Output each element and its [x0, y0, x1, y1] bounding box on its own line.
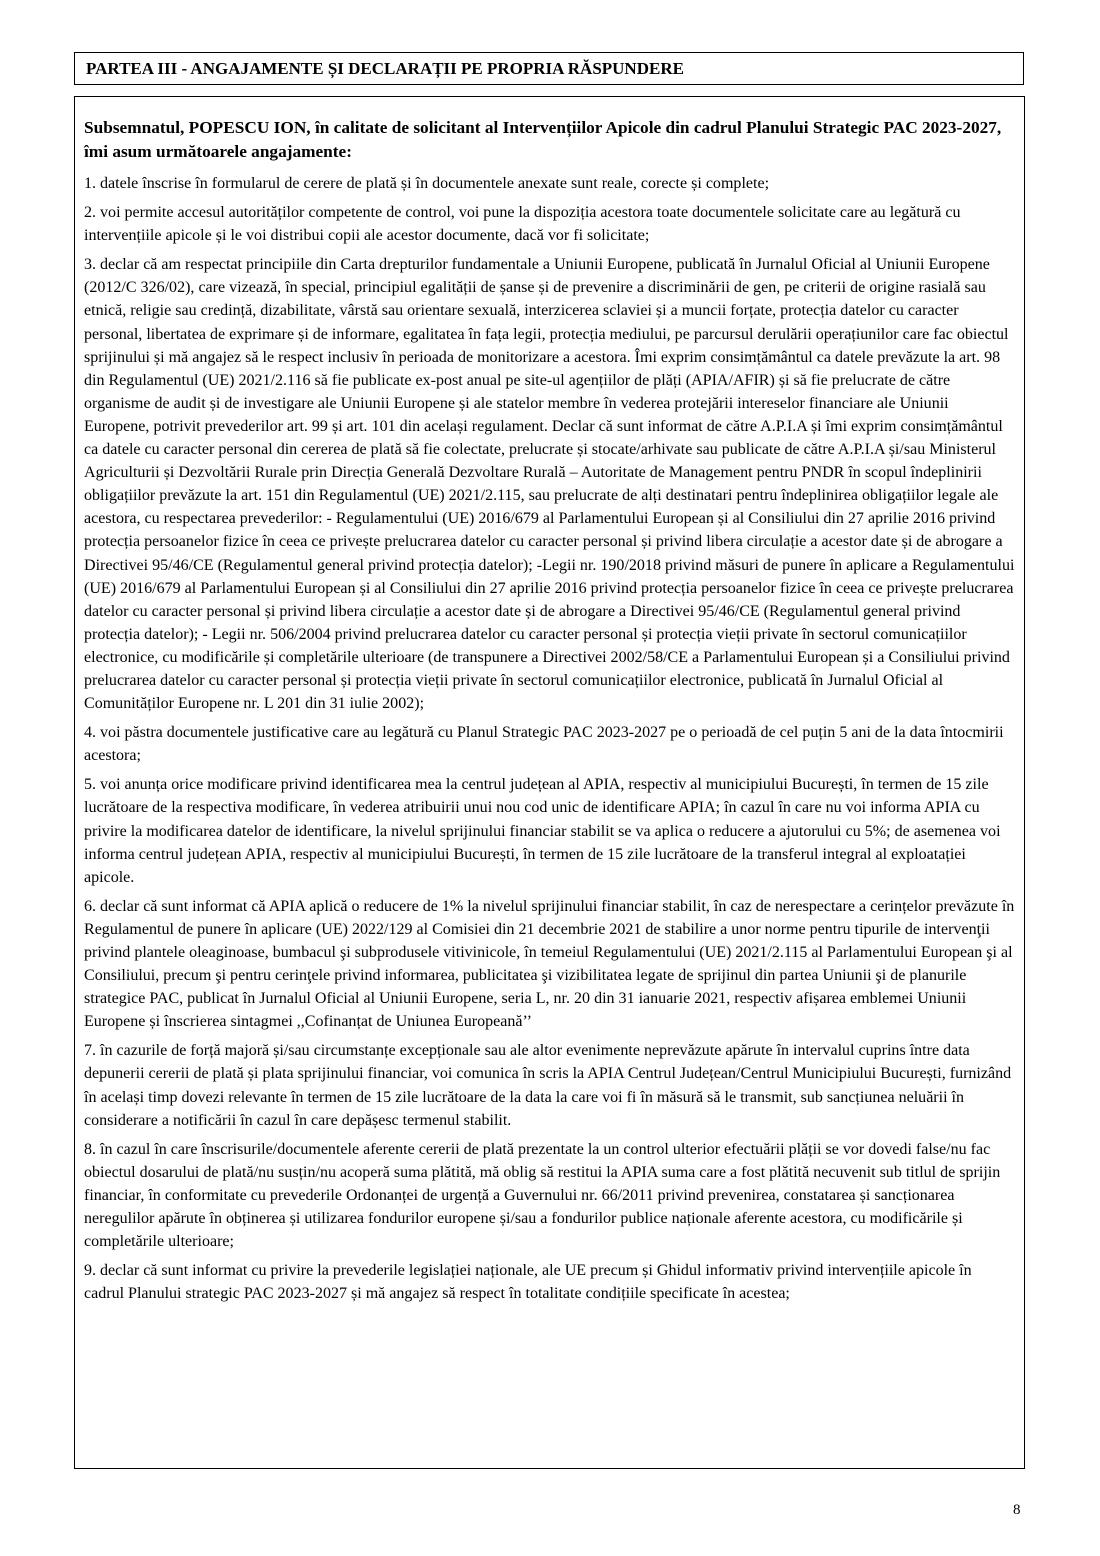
commitment-item-4: 4. voi păstra documentele justificative care au legătură cu Planul Strategic PAC 2023-2027 pe o perioadă de cel puțin 5 ani de la data întocmirii acestora;	[84, 724, 1004, 765]
section-title: PARTEA III - ANGAJAMENTE ȘI DECLARAȚII PE PROPRIA RĂSPUNDERE	[74, 52, 1024, 85]
commitment-item-1: 1. datele înscrise în formularul de cerere de plată și în documentele anexate sunt reale, corecte și complete;	[84, 175, 770, 192]
declarations-box	[74, 96, 1025, 1469]
commitment-item-2: 2. voi permite accesul autorităților competente de control, voi pune la dispoziția acestora toate documentele solicitate care au legătură cu intervențiile apicole și le voi distribui copii ale acestor documente, dacă vor fi solicitate;	[84, 204, 961, 245]
commitment-item-5: 5. voi anunța orice modificare privind identificarea mea la centrul județean al APIA, respectiv al municipiului București, în termen de 15 zile lucrătoare de la respectiva modificare, în vederea atribuirii unui nou cod unic de identificare APIA; în cazul în care nu voi informa APIA cu privire la modificarea datelor de identificare, la nivelul sprijinului financiar stabilit se va aplica o reducere a ajutorului cu 5%; de asemenea voi informa centrul județean APIA, respectiv al municipiului București, în termen de 15 zile lucrătoare de la transferul integral al exploatației apicole.	[84, 776, 1001, 886]
commitment-item-9: 9. declar că sunt informat cu privire la prevederile legislației naționale, ale UE precum și Ghidul informativ privind intervențiile apicole în cadrul Planului strategic PAC 2023-2027 și mă angajez să respect în totalitate condițiile specificate în acestea;	[84, 1262, 972, 1303]
page-number: 8	[1013, 1502, 1021, 1518]
commitment-item-7: 7. în cazurile de forță majoră și/sau circumstanțe excepționale sau ale altor evenimente neprevăzute apărute în intervalul cuprins între data depunerii cererii de plată și plata sprijinului financiar, voi comunica în scris la APIA Centrul Județean/Centrul Municipiului București, furnizând în același timp dovezi relevante în termen de 15 zile lucrătoare de la data la care voi fi în măsură să le transmit, sub sancțiunea neluării în considerare a notificării în cazul în care depășesc termenul stabilit.	[84, 1042, 1012, 1129]
commitment-item-8: 8. în cazul în care înscrisurile/documentele aferente cererii de plată prezentate la un control ulterior efectuării plății se vor dovedi false/nu fac obiectul dosarului de plată/nu susțin/nu acoperă suma plătită, mă oblig să restitui la APIA suma care a fost plătită necuvenit sub titlul de sprijin financiar, în conformitate cu prevederile Ordonanței de urgență a Guvernului nr. 66/2011 privind prevenirea, constatarea și sancționarea neregulilor apărute în obținerea și utilizarea fondurilor europene și/sau a fondurilor publice naționale aferente acestora, cu modificările și completările ulterioare;	[84, 1140, 1001, 1251]
commitment-item-3: 3. declar că am respectat principiile din Carta drepturilor fundamentale a Uniunii Europene, publicată în Jurnalul Oficial al Uniunii Europene (2012/C 326/02), care vizează, în special, principiul egalității de șanse și de prevenire a discriminării de gen, pe criterii de origine rasială sau etnică, religie sau credință, dizabilitate, vârstă sau orientare sexuală, interzicerea sclaviei și a muncii forțate, protecția datelor cu caracter personal, libertatea de exprimare și de informare, egalitatea în fața legii, protecția mediului, pe parcursul derulării operațiunilor care fac obiectul sprijinului și mă angajez să le respect inclusiv în perioada de monitorizare a acestora. Îmi exprim consimțământul ca datele prevăzute la art. 98 din Regulamentul (UE) 2021/2.116 să fie publicate ex-post anual pe site-ul agențiilor de plăți (APIA/AFIR) și să fie prelucrate de către organisme de audit și de investigare ale Uniunii Europene și ale statelor membre în vederea protejării intereselor financiare ale Uniunii Europene, potrivit prevederilor art. 99 și art. 101 din același regulament. Declar că sunt informat de către A.P.I.A și îmi exprim consimțământul ca datele cu caracter personal din cererea de plată să fie colectate, prelucrate și stocate/arhivate sau publicate de către A.P.I.A și/sau Ministerul Agriculturii și Dezvoltării Rurale prin Direcția Generală Dezvoltare Rurală – Autoritate de Management pentru PNDR în scopul îndeplinirii obligațiilor prevăzute la art. 151 din Regulamentul (UE) 2021/2.115, sau prelucrate de alți destinatari pentru îndeplinirea obligațiilor legale ale acestora, cu respectarea prevederilor: - Regulamentului (UE) 2016/679 al Parlamentului European și al Consiliului din 27 aprilie 2016 privind protecția persoanelor fizice în ceea ce privește prelucrarea datelor cu caracter personal și privind libera circulație a acestor date și de abrogare a Directivei 95/46/CE (Regulamentul general privind protecția datelor); -Legii nr. 190/2018 privind măsuri de punere în aplicare a Regulamentului (UE) 2016/679 al Parlamentului European și al Consiliului din 27 aprilie 2016 privind protecția persoanelor fizice în ceea ce privește prelucrarea datelor cu caracter personal și privind libera circulație a acestor date și de abrogare a Directivei 95/46/CE (Regulamentul general privind protecția datelor); - Legii nr. 506/2004 privind prelucrarea datelor cu caracter personal și protecția vieții private în sectorul comunicațiilor electronice, cu modificările și completările ulterioare (de transpunere a Directivei 2002/58/CE a Parlamentului European și a Consiliului privind prelucrarea datelor cu caracter personal și protecția vieții private în sectorul comunicațiilor electronice, publicată în Jurnalul Oficial al Comunităților Europene nr. L 201 din 31 iulie 2002);	[84, 256, 1015, 713]
commitment-item-6: 6. declar că sunt informat că APIA aplică o reducere de 1% la nivelul sprijinului financiar stabilit, în caz de nerespectare a cerințelor prevăzute în Regulamentul de punere în aplicare (UE) 2022/129 al Comisiei din 21 decembrie 2021 de stabilire a unor norme pentru tipurile de intervenţii privind plantele oleaginoase, bumbacul şi subprodusele vitivinicole, în temeiul Regulamentului (UE) 2021/2.115 al Parlamentului European şi al Consiliului, precum şi pentru cerinţele privind informarea, publicitatea şi vizibilitatea legate de sprijinul din partea Uniunii şi de planurile strategice PAC, publicat în Jurnalul Oficial al Uniunii Europene, seria L, nr. 20 din 31 ianuarie 2021, respectiv afișarea emblemei Uniunii Europene și înscrierea sintagmei ,,Cofinanțat de Uniunea Europeană’’	[84, 897, 1015, 1031]
intro-statement: Subsemnatul, POPESCU ION, în calitate de solicitant al Intervențiilor Apicole din cadrul Planului Strategic PAC 2023-2027, îmi asum următoarele angajamente:	[84, 118, 1002, 161]
